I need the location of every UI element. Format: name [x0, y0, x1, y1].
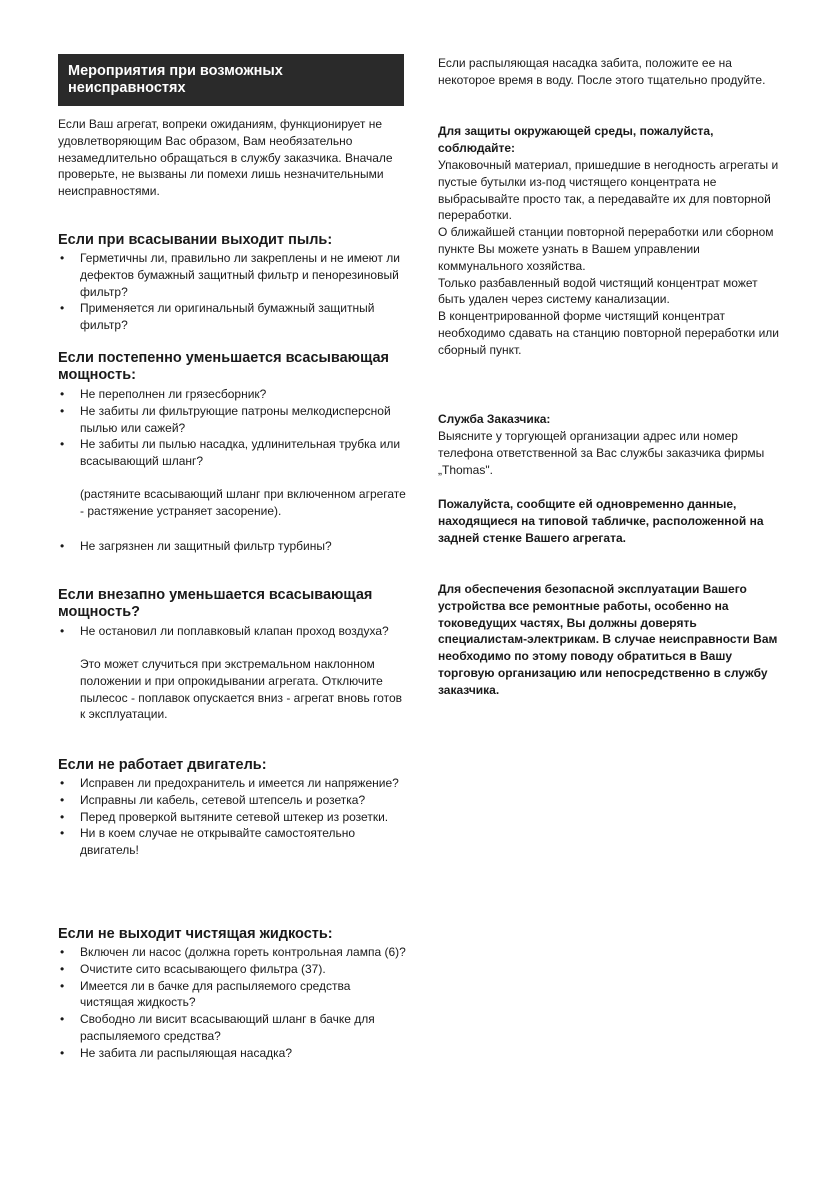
service-text: Выясните у торгующей организации адрес или номер телефона ответственной за Вас службы заказчика фирмы „Thomas".: [438, 429, 765, 477]
list-item: • Включен ли насос (должна гореть контрольная лампа (6)?: [58, 944, 406, 961]
nozzle-tip: Если распыляющая насадка забита, положите ее на некоторое время в воду. После этого тщательно продуйте.: [438, 56, 766, 87]
section-list-liquid: [58, 944, 406, 1062]
page-title: Мероприятия при возможных неисправностях: [58, 54, 404, 106]
intro-paragraph: Если Ваш агрегат, вопреки ожиданиям, функционирует не удовлетворяющим Вас образом, Вам необязательно незамедлительно обращаться в службу заказчика. Вначале проверьте, не вызваны ли помехи лишь незначительными неисправностями.: [58, 117, 393, 199]
section-list-gradual-loss-extra: [58, 538, 406, 555]
list-item: • Не переполнен ли грязесборник?: [58, 386, 406, 403]
environment-heading: Для защиты окружающей среды, пожалуйста, соблюдайте:: [438, 124, 714, 155]
environment-paragraph: Только разбавленный водой чистящий концентрат может быть удален через систему канализации.: [438, 275, 758, 307]
section-list-sudden-loss: [58, 623, 406, 640]
list-item: • Исправен ли предохранитель и имеется ли напряжение?: [58, 775, 406, 792]
list-item: • Герметичны ли, правильно ли закреплены и не имеют ли дефектов бумажный защитный фильтр и пенорезиновый фильтр?: [58, 250, 406, 300]
list-item: • Не забита ли распыляющая насадка?: [58, 1045, 406, 1062]
section-note-hose: (растяните всасывающий шланг при включенном агрегате - растяжение устраняет засорение).: [80, 487, 406, 518]
list-item: • Перед проверкой вытяните сетевой штекер из розетки.: [58, 809, 406, 826]
list-item: • Применяется ли оригинальный бумажный защитный фильтр?: [58, 300, 406, 334]
section-heading-dust: Если при всасывании выходит пыль:: [58, 232, 333, 248]
section-heading-liquid: Если не выходит чистящая жидкость:: [58, 926, 333, 942]
list-item: • Ни в коем случае не открывайте самостоятельно двигатель!: [58, 825, 406, 859]
environment-paragraph: Упаковочный материал, пришедшие в негодность агрегаты и пустые бутылки из-под чистящего концентрата не выбрасывайте просто так, а передавайте их для повторной переработки.: [438, 158, 779, 223]
list-item: • Очистите сито всасывающего фильтра (37).: [58, 961, 406, 978]
section-list-gradual-loss: [58, 386, 406, 470]
list-item: • Не забиты ли пылью насадка, удлинительная трубка или всасывающий шланг?: [58, 436, 406, 470]
type-plate-text: Пожалуйста, сообщите ей одновременно данные, находящиеся на типовой табличке, расположенной на задней стенке Вашего агрегата.: [438, 497, 764, 545]
environment-paragraph: В концентрированной форме чистящий концентрат необходимо сдавать на станцию повторной переработки или сборный пункт.: [438, 309, 779, 357]
environment-paragraph: О ближайшей станции повторной переработки или сборном пункте Вы можете узнать в Вашем управлении коммунального хозяйства.: [438, 225, 774, 273]
section-heading-sudden-loss: Если внезапно уменьшается всасывающая мощность?: [58, 587, 373, 620]
list-item: • Не остановил ли поплавковый клапан проход воздуха?: [58, 623, 406, 640]
section-list-motor: [58, 775, 406, 859]
section-note-float-valve: Это может случиться при экстремальном наклонном положении и при опрокидывании агрегата. Отключите пылесос - поплавок опускается вниз - агрегат вновь готов к эксплуатации.: [80, 657, 403, 722]
list-item: • Исправны ли кабель, сетевой штепсель и розетка?: [58, 792, 406, 809]
safety-text: Для обеспечения безопасной эксплуатации Вашего устройства все ремонтные работы, особенно на токоведущих частях, Вы должны доверять специалистам-электрикам. В случае неисправности Вам необходимо по этому поводу обратиться в Вашу торговую организацию или непосредственно в службу заказчика.: [438, 582, 778, 697]
section-heading-motor: Если не работает двигатель:: [58, 757, 267, 773]
environment-text: [438, 157, 786, 359]
list-item: • Не забиты ли фильтрующие патроны мелкодисперсной пылью или сажей?: [58, 403, 406, 437]
section-heading-gradual-loss: Если постепенно уменьшается всасывающая мощность:: [58, 350, 390, 383]
list-item: • Не загрязнен ли защитный фильтр турбины?: [58, 538, 406, 555]
list-item: • Имеется ли в бачке для распыляемого средства чистящая жидкость?: [58, 978, 406, 1012]
list-item: • Свободно ли висит всасывающий шланг в бачке для распыляемого средства?: [58, 1011, 406, 1045]
service-heading: Служба Заказчика:: [438, 412, 551, 426]
section-list-dust: [58, 250, 406, 334]
